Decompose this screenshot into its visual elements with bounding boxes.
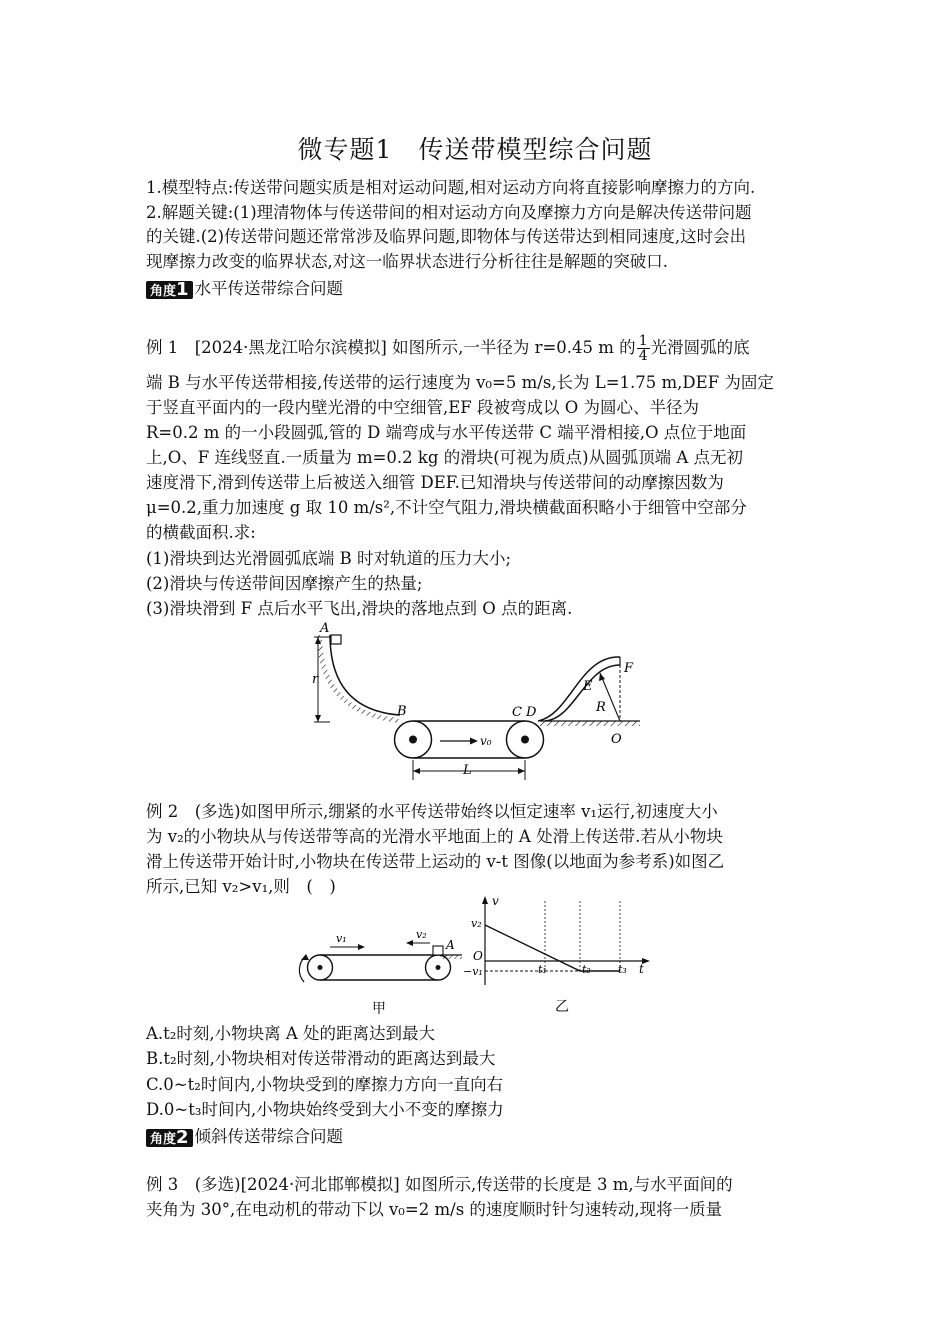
tick-label-t2: t₂	[582, 963, 591, 976]
figure-1-conveyor-diagram	[290, 615, 670, 790]
label-r: r	[312, 672, 319, 687]
label-D: D	[526, 705, 537, 720]
intro-paragraph-2-line-1: 2.解题关键:(1)理清物体与传送带间的相对运动方向及摩擦力方向是解决传送带问题	[146, 203, 752, 222]
label-A: A	[320, 621, 330, 636]
angle-2-title: 倾斜传送带综合问题	[194, 1127, 344, 1146]
caption-yi: 乙	[555, 999, 569, 1015]
origin-label-O: O	[473, 949, 483, 963]
example-1-line-1: 例 1 [2024·黑龙江哈尔滨模拟] 如图所示,一半径为 r=0.45 m 的 $\frac{1}{4}$ 光滑圆弧的底	[146, 333, 750, 364]
label-F: F	[624, 661, 634, 676]
label-C: C	[512, 705, 522, 720]
label-R: R	[596, 700, 606, 715]
example-1-line-5: 上,O、F 连线竖直.一质量为 m=0.2 kg 的滑块(可视为质点)从圆弧顶端 A 点无初	[146, 448, 743, 467]
intro-paragraph-1: 1.模型特点:传送带问题实质是相对运动问题,相对运动方向将直接影响摩擦力的方向.	[146, 178, 756, 197]
axis-label-t: t	[639, 962, 644, 976]
example-3-line-1: 例 3 (多选)[2024·河北邯郸模拟] 如图所示,传送带的长度是 3 m,与水平面间的	[146, 1175, 733, 1194]
example-1-line-7: μ=0.2,重力加速度 g 取 10 m/s²,不计空气阻力,滑块横截面积略小于细管中空部分	[146, 498, 747, 517]
option-B: B.t₂时刻,小物块相对传送带滑动的距离达到最大	[146, 1049, 496, 1068]
example-1-line-6: 速度滑下,滑到传送带上后被送入细管 DEF.已知滑块与传送带间的动摩擦因数为	[146, 473, 724, 492]
example-3-line-2: 夹角为 30°,在电动机的带动下以 v₀=2 m/s 的速度顺时针匀速转动,现将一质量	[146, 1200, 723, 1219]
label-v2-jia: v₂	[416, 928, 427, 941]
angle-1-badge: 角度1	[146, 281, 193, 299]
example-1-line-8: 的横截面积.求:	[146, 523, 256, 542]
option-D: D.0~t₃时间内,小物块始终受到大小不变的摩擦力	[146, 1100, 504, 1119]
label-A-jia: A	[446, 938, 455, 952]
example-1-question-2: (2)滑块与传送带间因摩擦产生的热量;	[146, 574, 423, 593]
tick-label-neg-v1: −v₁	[463, 965, 483, 978]
angle-2-heading	[146, 1126, 343, 1148]
angle-1-title: 水平传送带综合问题	[194, 279, 344, 298]
example-2-line-2: 为 v₂的小物块从与传送带等高的光滑水平地面上的 A 处滑上传送带.若从小物块	[146, 827, 723, 846]
example-1-question-3: (3)滑块滑到 F 点后水平飞出,滑块的落地点到 O 点的距离.	[146, 599, 573, 618]
figure-yi-vt-graph	[465, 893, 665, 1023]
label-B: B	[397, 704, 407, 719]
example-1-question-1: (1)滑块到达光滑圆弧底端 B 时对轨道的压力大小;	[146, 549, 512, 568]
label-v0: v₀	[480, 734, 492, 748]
figure-jia-belt	[290, 925, 465, 1020]
intro-paragraph-2-line-2: 的关键.(2)传送带问题还常常涉及临界问题,即物体与传送带达到相同速度,这时会出	[146, 227, 747, 246]
example-1-line-2: 端 B 与水平传送带相接,传送带的运行速度为 v₀=5 m/s,长为 L=1.75 m,DEF 为固定	[146, 373, 774, 392]
tick-label-v2: v₂	[471, 917, 482, 930]
axis-label-v: v	[492, 894, 499, 908]
angle-1-heading	[146, 278, 343, 300]
label-E: E	[583, 679, 593, 694]
example-2-line-4: 所示,已知 v₂>v₁,则 ( )	[146, 877, 336, 896]
label-O: O	[611, 732, 622, 747]
caption-jia: 甲	[372, 1001, 386, 1017]
example-1-line-4: R=0.2 m 的一小段圆弧,管的 D 端弯成与水平传送带 C 端平滑相接,O 点位于地面	[146, 423, 747, 442]
label-v1-jia: v₁	[336, 932, 347, 945]
option-A: A.t₂时刻,小物块离 A 处的距离达到最大	[146, 1024, 436, 1043]
fraction-one-quarter: $\frac{1}{4}$	[638, 333, 648, 364]
label-L: L	[463, 763, 472, 778]
tick-label-t3: t₃	[618, 963, 627, 976]
example-2-line-3: 滑上传送带开始计时,小物块在传送带上运动的 v-t 图像(以地面为参考系)如图乙	[146, 852, 725, 871]
option-C: C.0~t₂时间内,小物块受到的摩擦力方向一直向右	[146, 1075, 504, 1094]
page-title: 微专题1 传送带模型综合问题	[297, 135, 653, 164]
intro-paragraph-2-line-3: 现摩擦力改变的临界状态,对这一临界状态进行分析往往是解题的突破口.	[146, 252, 668, 271]
angle-2-badge: 角度2	[146, 1129, 193, 1147]
example-1-line-3: 于竖直平面内的一段内壁光滑的中空细管,EF 段被弯成以 O 为圆心、半径为	[146, 398, 699, 417]
example-2-line-1: 例 2 (多选)如图甲所示,绷紧的水平传送带始终以恒定速率 v₁运行,初速度大小	[146, 802, 718, 821]
tick-label-t1: t₁	[538, 963, 547, 976]
